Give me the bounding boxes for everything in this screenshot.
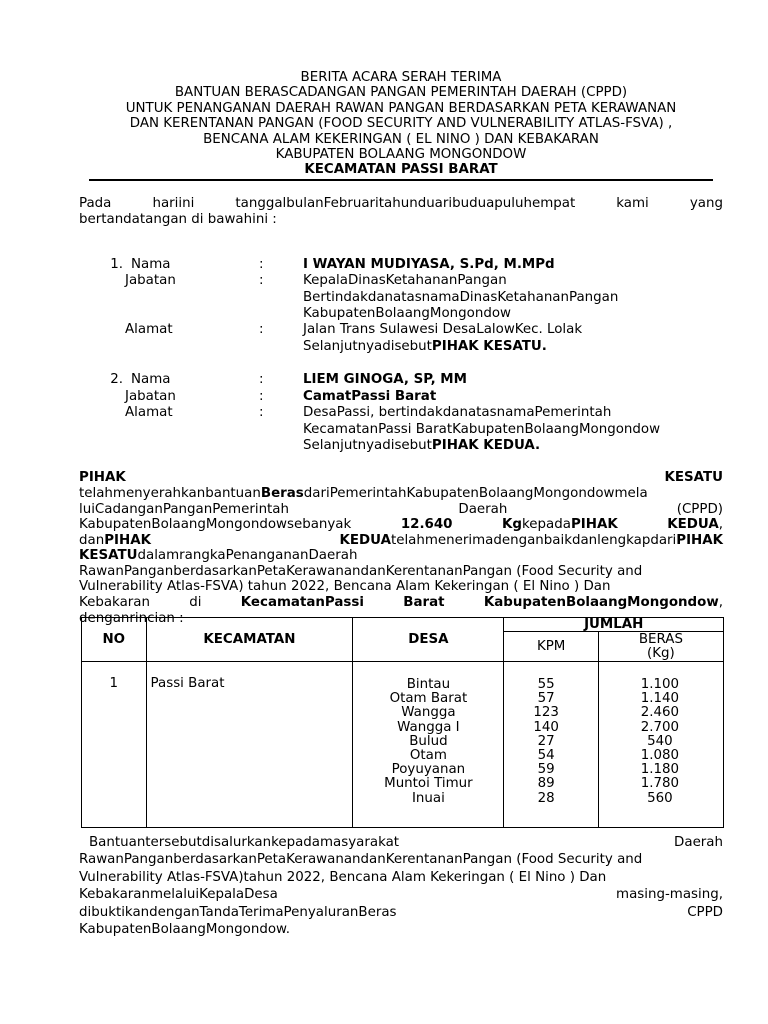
colon: :: [259, 372, 264, 388]
party-kesatu: [79, 257, 723, 355]
header-line: BERITA ACARA SERAH TERIMA: [300, 70, 502, 85]
desa-name: Muntoi Timur: [384, 776, 473, 792]
header-no: NO: [82, 618, 147, 662]
document-page: [79, 70, 723, 626]
handover-paragraph: PIHAK KESATU telahmenyerahkanbantuanBerasdariPemerintahKabupatenBolaangMongondowmela luiCadanganPanganPemerintah Daerah (CPPD) KabupatenBolaangMongondowsebanyak 12.640 KgkepadaPIHAK KEDUA, danPIHAK KEDUAtelahmenerimadenganbaikdanlengkapdariPIHAK KESATUdalamrangkaPenangananDaerah RawanPanganberdasarkanPetaKerawanandanKerentananPangan (Food Security and Vulnerability Atlas-FSVA) tahun 2022, Bencana Alam Kekeringan ( El Nino ) Dan Kebakaran di KecamatanPassi Barat KabupatenBolaangMongondow, denganrincian :: [79, 470, 723, 626]
beras-value: 560: [647, 790, 673, 806]
desa-name: Wangga: [401, 705, 456, 721]
desa-name: Otam Barat: [389, 691, 468, 707]
header-divider: [89, 179, 713, 181]
colon: :: [259, 256, 264, 272]
kpm-list: [504, 662, 598, 828]
jabatan-label: Jabatan: [125, 388, 176, 404]
desa-name: Poyuyanan: [391, 762, 466, 778]
kpm-value: 59: [537, 762, 555, 778]
party-jabatan: KepalaDinasKetahananPangan: [303, 273, 507, 289]
closing-paragraph: Bantuantersebutdisalurkankepadamasyarakat Daerah RawanPanganberdasarkanPetaKerawanandanKerentananPangan (Food Security and Vulnerability Atlas-FSVA)tahun 2022, Bencana Alam Kekeringan ( El Nino ) Dan KebakaranmelaluiKepalaDesa masing-masing, dibuktikandenganTandaTerimaPenyaluranBeras CPPD KabupatenBolaangMongondow.: [79, 835, 723, 938]
nama-label: Nama: [131, 372, 171, 388]
party-alamat: DesaPassi, bertindakdanatasnamaPemerintah: [303, 405, 612, 421]
header-kecamatan: KECAMATAN: [146, 618, 353, 662]
kpm-value: 55: [537, 677, 555, 692]
colon: :: [259, 322, 264, 338]
kpm-value: 89: [537, 776, 555, 792]
desa-name: Wangga I: [397, 719, 460, 735]
kpm-value: 57: [537, 691, 555, 707]
header-line: KABUPATEN BOLAANG MONGONDOW: [275, 147, 527, 163]
header-desa: DESA: [353, 618, 504, 662]
desa-name: Inuai: [411, 790, 445, 806]
beras-value: 1.080: [640, 748, 680, 764]
beras-list: [598, 662, 723, 828]
document-header: [79, 70, 723, 178]
party-name: LIEM GINOGA, SP, MM: [303, 372, 467, 388]
colon: :: [259, 405, 264, 421]
beras-value: 1.100: [640, 677, 680, 692]
jabatan-label: Jabatan: [125, 273, 176, 289]
intro-paragraph: [79, 196, 723, 228]
intro-word: tanggalbulanFebruaritahunduaribuduapuluhempat: [235, 195, 576, 211]
intro-line: bertandatangan di bawahini :: [79, 211, 277, 227]
intro-word: Pada: [79, 195, 112, 211]
header-line: BANTUAN BERASCADANGAN PANGAN PEMERINTAH DAERAH (CPPD): [174, 85, 628, 101]
beras-value: 2.700: [640, 719, 680, 735]
beras-value: 1.180: [640, 762, 680, 778]
header-jumlah: JUMLAH: [504, 618, 724, 632]
beras-value: 1.780: [640, 776, 680, 792]
party-designation: SelanjutnyadisebutPIHAK KEDUA.: [303, 437, 541, 453]
party-number: 1.: [110, 256, 123, 272]
beras-value: 540: [647, 733, 673, 749]
desa-name: Bulud: [409, 733, 448, 749]
colon: :: [259, 273, 264, 289]
alamat-label: Alamat: [125, 405, 173, 421]
header-subtitle: KECAMATAN PASSI BARAT: [304, 162, 498, 178]
nama-label: Nama: [131, 256, 171, 272]
kpm-value: 28: [537, 790, 555, 806]
party-jabatan: KabupatenBolaangMongondow: [303, 306, 511, 322]
intro-word: kami: [616, 195, 649, 211]
kpm-value: 123: [533, 705, 559, 721]
party-designation: SelanjutnyadisebutPIHAK KESATU.: [303, 338, 547, 354]
colon: :: [259, 388, 264, 404]
party-alamat: KecamatanPassi BaratKabupatenBolaangMongondow: [303, 421, 661, 437]
party-alamat: Jalan Trans Sulawesi DesaLalowKec. Lolak: [303, 322, 583, 338]
party-jabatan: CamatPassi Barat: [303, 388, 437, 404]
header-line: UNTUK PENANGANAN DAERAH RAWAN PANGAN BERDASARKAN PETA KERAWANAN: [125, 100, 677, 116]
party-number: 2.: [110, 372, 123, 388]
party-kedua: [79, 372, 723, 454]
alamat-label: Alamat: [125, 322, 173, 338]
desa-name: Bintau: [406, 677, 451, 692]
beras-value: 1.140: [640, 691, 680, 707]
header-line: DAN KERENTANAN PANGAN (FOOD SECURITY AND VULNERABILITY ATLAS-FSVA) ,: [129, 116, 673, 132]
kpm-value: 27: [537, 733, 555, 749]
distribution-table: [81, 617, 724, 828]
party-jabatan: BertindakdanatasnamaDinasKetahananPangan: [303, 289, 619, 305]
header-line: BENCANA ALAM KEKERINGAN ( EL NINO ) DAN KEBAKARAN: [203, 131, 599, 147]
kpm-value: 140: [533, 719, 559, 735]
row-kecamatan: Passi Barat: [146, 662, 353, 828]
desa-name: Otam: [409, 748, 447, 764]
intro-word: hariini: [152, 195, 195, 211]
desa-list: [353, 662, 504, 828]
intro-word: yang: [689, 195, 723, 211]
beras-value: 2.460: [640, 705, 680, 721]
kpm-value: 54: [537, 748, 555, 764]
party-name: I WAYAN MUDIYASA, S.Pd, M.MPd: [303, 256, 555, 272]
header-beras: BERAS (Kg): [598, 632, 723, 662]
row-no: 1: [82, 662, 147, 828]
header-kpm: KPM: [504, 632, 598, 662]
